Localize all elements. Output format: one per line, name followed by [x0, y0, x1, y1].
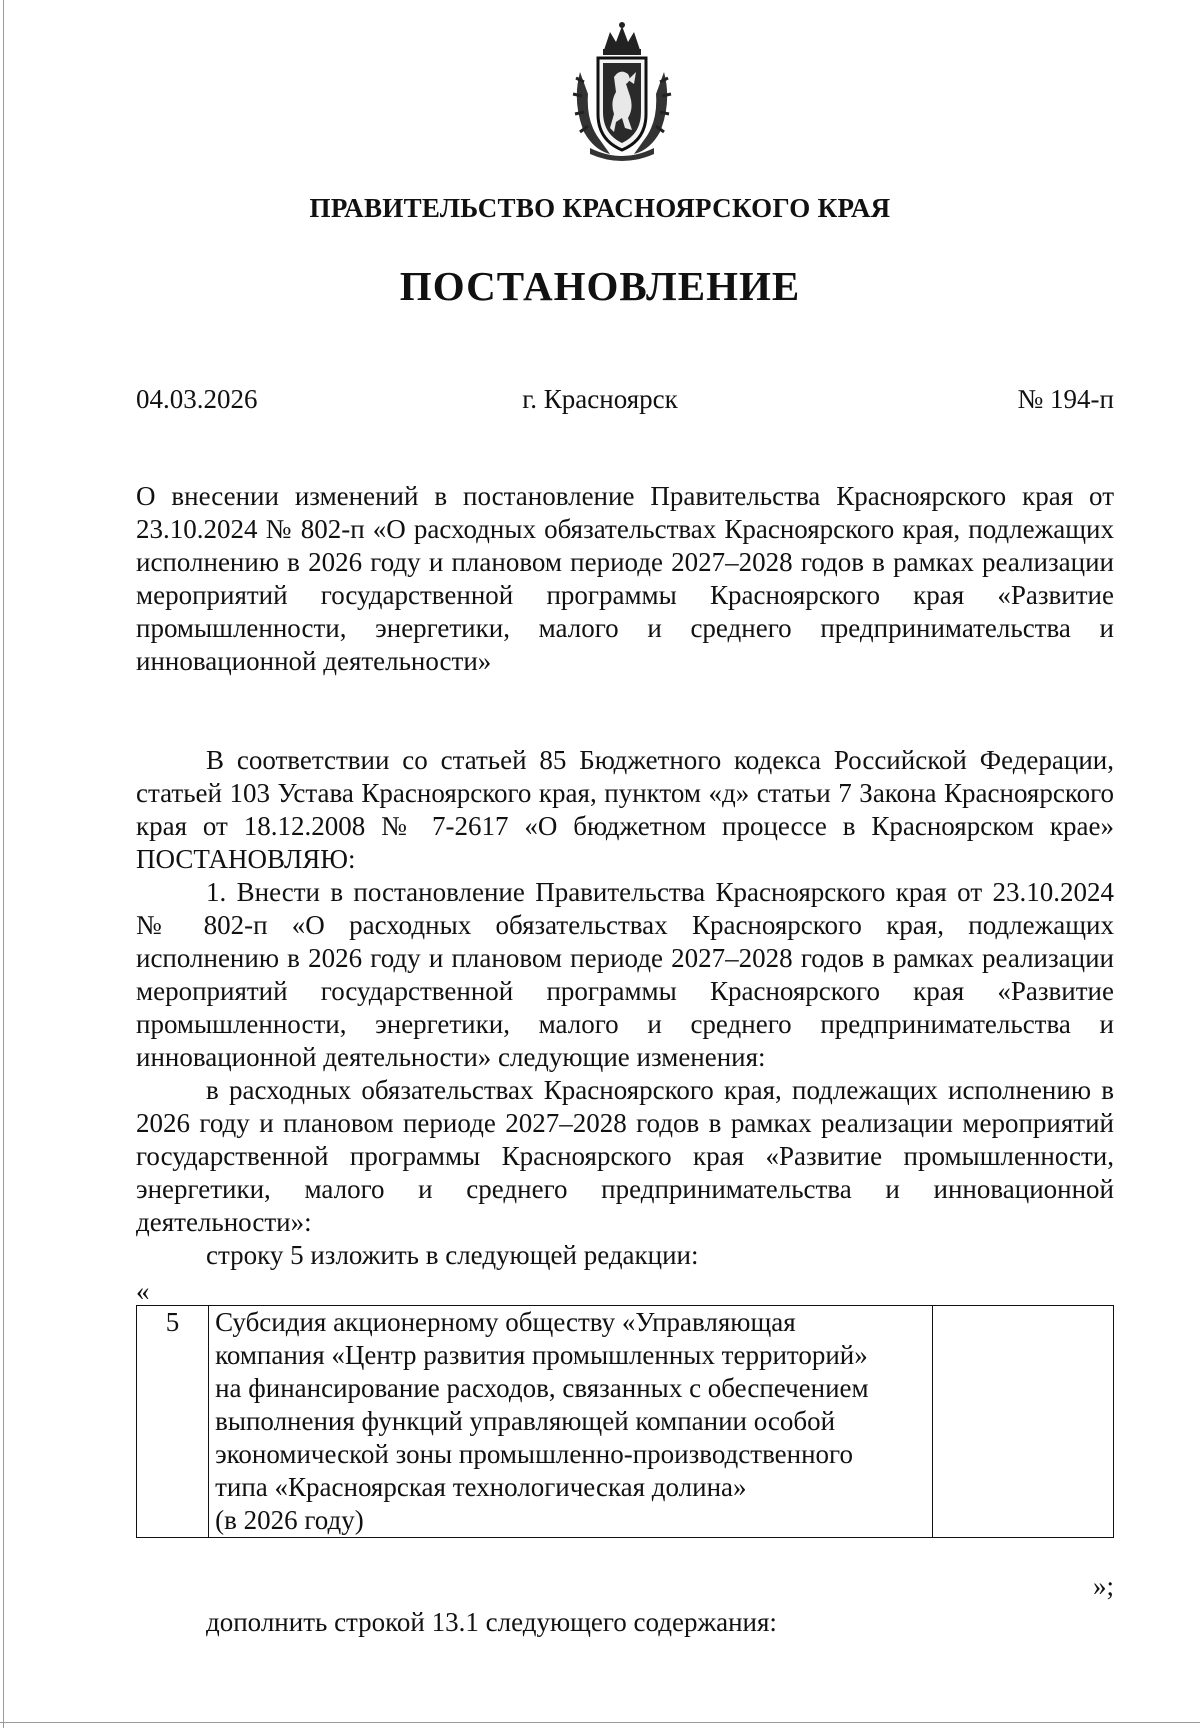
- paragraph-row-instruction: строку 5 изложить в следующей редакции:: [206, 1240, 699, 1270]
- paragraph-basis: В соответствии со статьей 85 Бюджетного кодекса Российской Федерации, статьей 103 Устава Красноярского края, пунктом «д» статьи 7 Закона Красноярского края от 18.12.2008 № 7-2617 «О бюджетном процессе в Красноярском крае» ПОСТАНОВЛЯЮ:: [136, 745, 1114, 874]
- paragraph-obligations: в расходных обязательствах Красноярского края, подлежащих исполнению в 2026 году и плановом периоде 2027–2028 годов в рамках реализации мероприятий государственной программы Красноярского края «Развитие промышленности, энергетики, малого и среднего предпринимательства и инновационной деятельности»:: [136, 1075, 1114, 1237]
- organization-name: ПРАВИТЕЛЬСТВО КРАСНОЯРСКОГО КРАЯ: [309, 193, 891, 223]
- document-title: О внесении изменений в постановление Правительства Красноярского края от 23.10.2024 № 802-п «О расходных обязательствах Красноярского края, подлежащих исполнению в 2026 году и плановом периоде 2027–2028 годов в рамках реализации мероприятий государственной программы Красноярского края «Развитие промышленности, энергетики, малого и среднего предпринимательства и инновационной деятельности»: [136, 481, 1114, 676]
- closing-line: дополнить строкой 13.1 следующего содержания:: [206, 1607, 777, 1637]
- description-line: Субсидия акционерному обществу «Управляющая: [215, 1307, 796, 1337]
- description-line: на финансирование расходов, связанных с обеспечением: [215, 1373, 869, 1403]
- row-number-cell: 5: [137, 1306, 209, 1538]
- table-row: [137, 1306, 1114, 1538]
- scan-edge-bottom: [0, 1722, 1200, 1723]
- description-line: выполнения функций управляющей компании особой: [215, 1406, 836, 1436]
- description-line: экономической зоны промышленно-производственного: [215, 1439, 853, 1469]
- paragraph-item-1: 1. Внести в постановление Правительства Красноярского края от 23.10.2024 № 802-п «О расходных обязательствах Красноярского края, подлежащих исполнению в 2026 году и плановом периоде 2027–2028 годов в рамках реализации мероприятий государственной программы Красноярского края «Развитие промышленности, энергетики, малого и среднего предпринимательства и инновационной деятельности» следующие изменения:: [136, 877, 1114, 1072]
- document-body: [136, 744, 1114, 1272]
- amendment-table: [136, 1305, 1114, 1538]
- description-line: (в 2026 году): [215, 1505, 364, 1535]
- document-number: № 194-п: [1017, 384, 1114, 414]
- quote-close-mark: »;: [1092, 1571, 1114, 1601]
- row-empty-cell: [933, 1306, 1114, 1538]
- description-line: типа «Красноярская технологическая долина»: [215, 1472, 747, 1502]
- document-city: г. Красноярск: [522, 384, 678, 414]
- scan-edge-left: [3, 0, 4, 1728]
- row-description-cell: [209, 1306, 933, 1538]
- document-date: 04.03.2026: [136, 384, 258, 414]
- description-line: компания «Центр развития промышленных территорий»: [215, 1340, 868, 1370]
- document-type: ПОСТАНОВЛЕНИЕ: [399, 263, 801, 309]
- quote-open-mark: «: [136, 1276, 150, 1306]
- coat-of-arms-icon: [570, 22, 674, 162]
